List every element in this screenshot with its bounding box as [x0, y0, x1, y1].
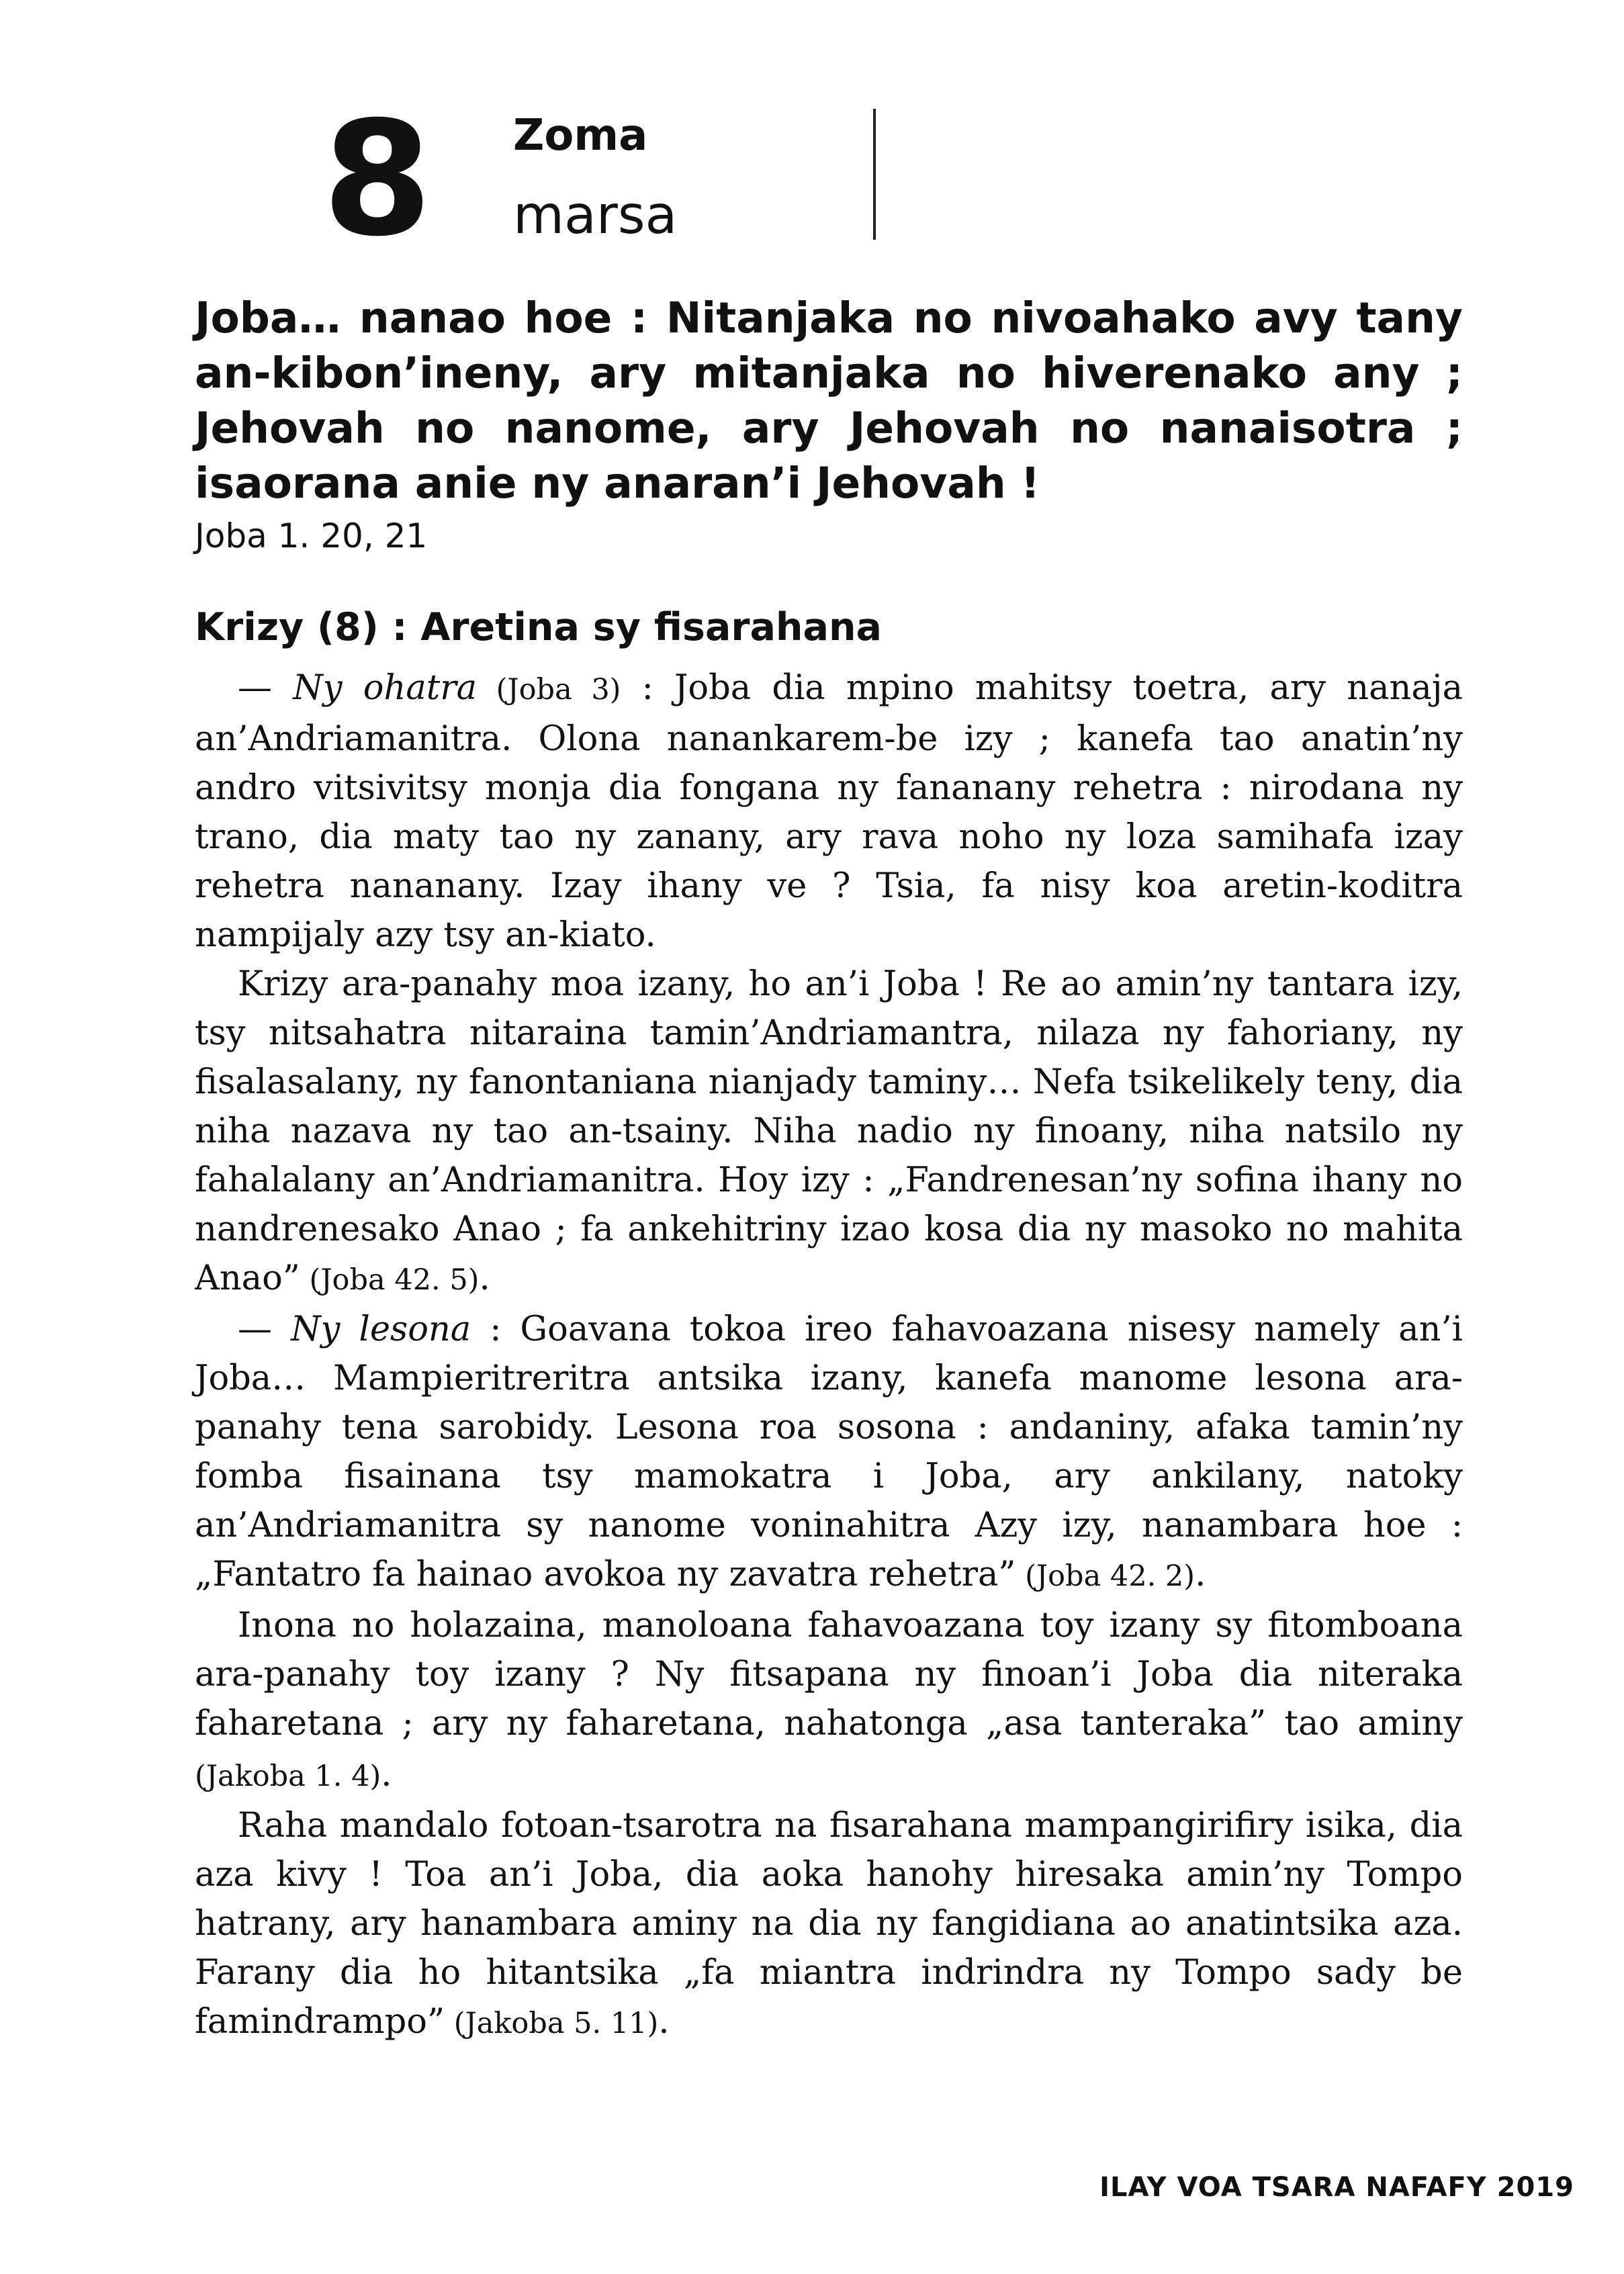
bible-reference: (Joba 42. 5): [300, 1263, 480, 1297]
bible-reference: (Joba 42. 2): [1016, 1559, 1196, 1593]
paragraph-reflection: [195, 1601, 1463, 1801]
header-divider: [873, 109, 876, 240]
paragraph-encouragement: [195, 1801, 1463, 2048]
verse-reference: Joba 1. 20, 21: [195, 516, 428, 555]
paragraph-end: .: [479, 1259, 490, 1298]
body-text: [195, 664, 1463, 2048]
paragraph-dash: —: [238, 668, 294, 708]
paragraph-example: [195, 664, 1463, 960]
paragraph-label-lesson: Ny lesona: [291, 1310, 471, 1349]
paragraph-end: .: [658, 2002, 670, 2042]
paragraph-text: Raha mandalo fotoan-tsarotra na fisarahana mampangirifiry isika, dia aza kivy ! Toa an’i Joba, dia aoka hanohy hiresaka amin’ny Tompo hatrany, ary hanambara aminy na dia ny fangidiana ao anatintsika aza. Farany dia ho hitantsika „fa miantra indrindra ny Tompo sady be famindrampo”: [195, 1806, 1463, 2042]
bible-reference: (Jakoba 5. 11): [445, 2007, 659, 2040]
verse-text: Joba… nanao hoe : Nitanjaka no nivoahako avy tany an-kibon’ineny, ary mitanjaka no hiverenako any ; Jehovah no nanome, ary Jehovah no nanaisotra ; isaorana anie ny anaran’i Jehovah !: [195, 293, 1463, 508]
month-name: marsa: [513, 185, 678, 246]
paragraph-text: : Joba dia mpino mahitsy toetra, ary nanaja an’Andriamanitra. Olona nanankarem-be izy ; kanefa tao anatin’ny andro vitsivitsy monja dia fongana ny fananany rehetra : nirodana ny trano, dia maty tao ny zanany, ary rava noho ny loza samihafa izay rehetra nananany. Izay ihany ve ? Tsia, fa nisy koa aretin-koditra nampijaly azy tsy an-kiato.: [195, 668, 1463, 955]
bible-reference: (Joba 3): [477, 673, 621, 707]
paragraph-text: Inona no holazaina, manoloana fahavoazana toy izany sy fitomboana ara-panahy toy izany ? Ny fitsapana ny finoan’i Joba dia niteraka faharetana ; ary ny faharetana, nahatonga „asa tanteraka” tao aminy: [195, 1606, 1463, 1743]
bible-reference: (Jakoba 1. 4): [195, 1760, 381, 1793]
section-title: Krizy (8) : Aretina sy fisarahana: [195, 605, 883, 649]
paragraph-dash: —: [238, 1310, 291, 1349]
paragraph-lesson: [195, 1305, 1463, 1601]
paragraph-crisis: [195, 960, 1463, 1305]
paragraph-text: Krizy ara-panahy moa izany, ho an’i Joba ! Re ao amin’ny tantara izy, tsy nitsahatra nitaraina tamin’Andriamantra, nilaza ny fahoriany, ny fisalasalany, ny fanontaniana nianjady taminy… Nefa tsikelikely teny, dia niha nazava ny tao an-tsainy. Niha nadio ny finoany, niha natsilo ny fahalalany an’Andriamanitra. Hoy izy : „Fandrenesan’ny sofina ihany no nandrenesako Anao ; fa ankehitriny izao kosa dia ny masoko no mahita Anao”: [195, 964, 1463, 1298]
footer-publication: ILAY VOA TSARA NAFAFY 2019: [1099, 2172, 1574, 2203]
day-number: 8: [322, 88, 430, 271]
day-name: Zoma: [513, 111, 648, 161]
paragraph-text: : Goavana tokoa ireo fahavoazana nisesy namely an’i Joba… Mampieritreritra antsika izany, kanefa manome lesona ara-panahy tena sarobidy. Lesona roa sosona : andaniny, afaka tamin’ny fomba fisainana tsy mamokatra i Joba, ary ankilany, natoky an’Andriamanitra sy nanome voninahitra Azy izy, nanambara hoe : „Fantatro fa hainao avokoa ny zavatra rehetra”: [195, 1310, 1463, 1594]
paragraph-end: .: [1195, 1555, 1206, 1594]
paragraph-end: .: [381, 1755, 392, 1794]
paragraph-label-example: Ny ohatra: [293, 668, 478, 708]
